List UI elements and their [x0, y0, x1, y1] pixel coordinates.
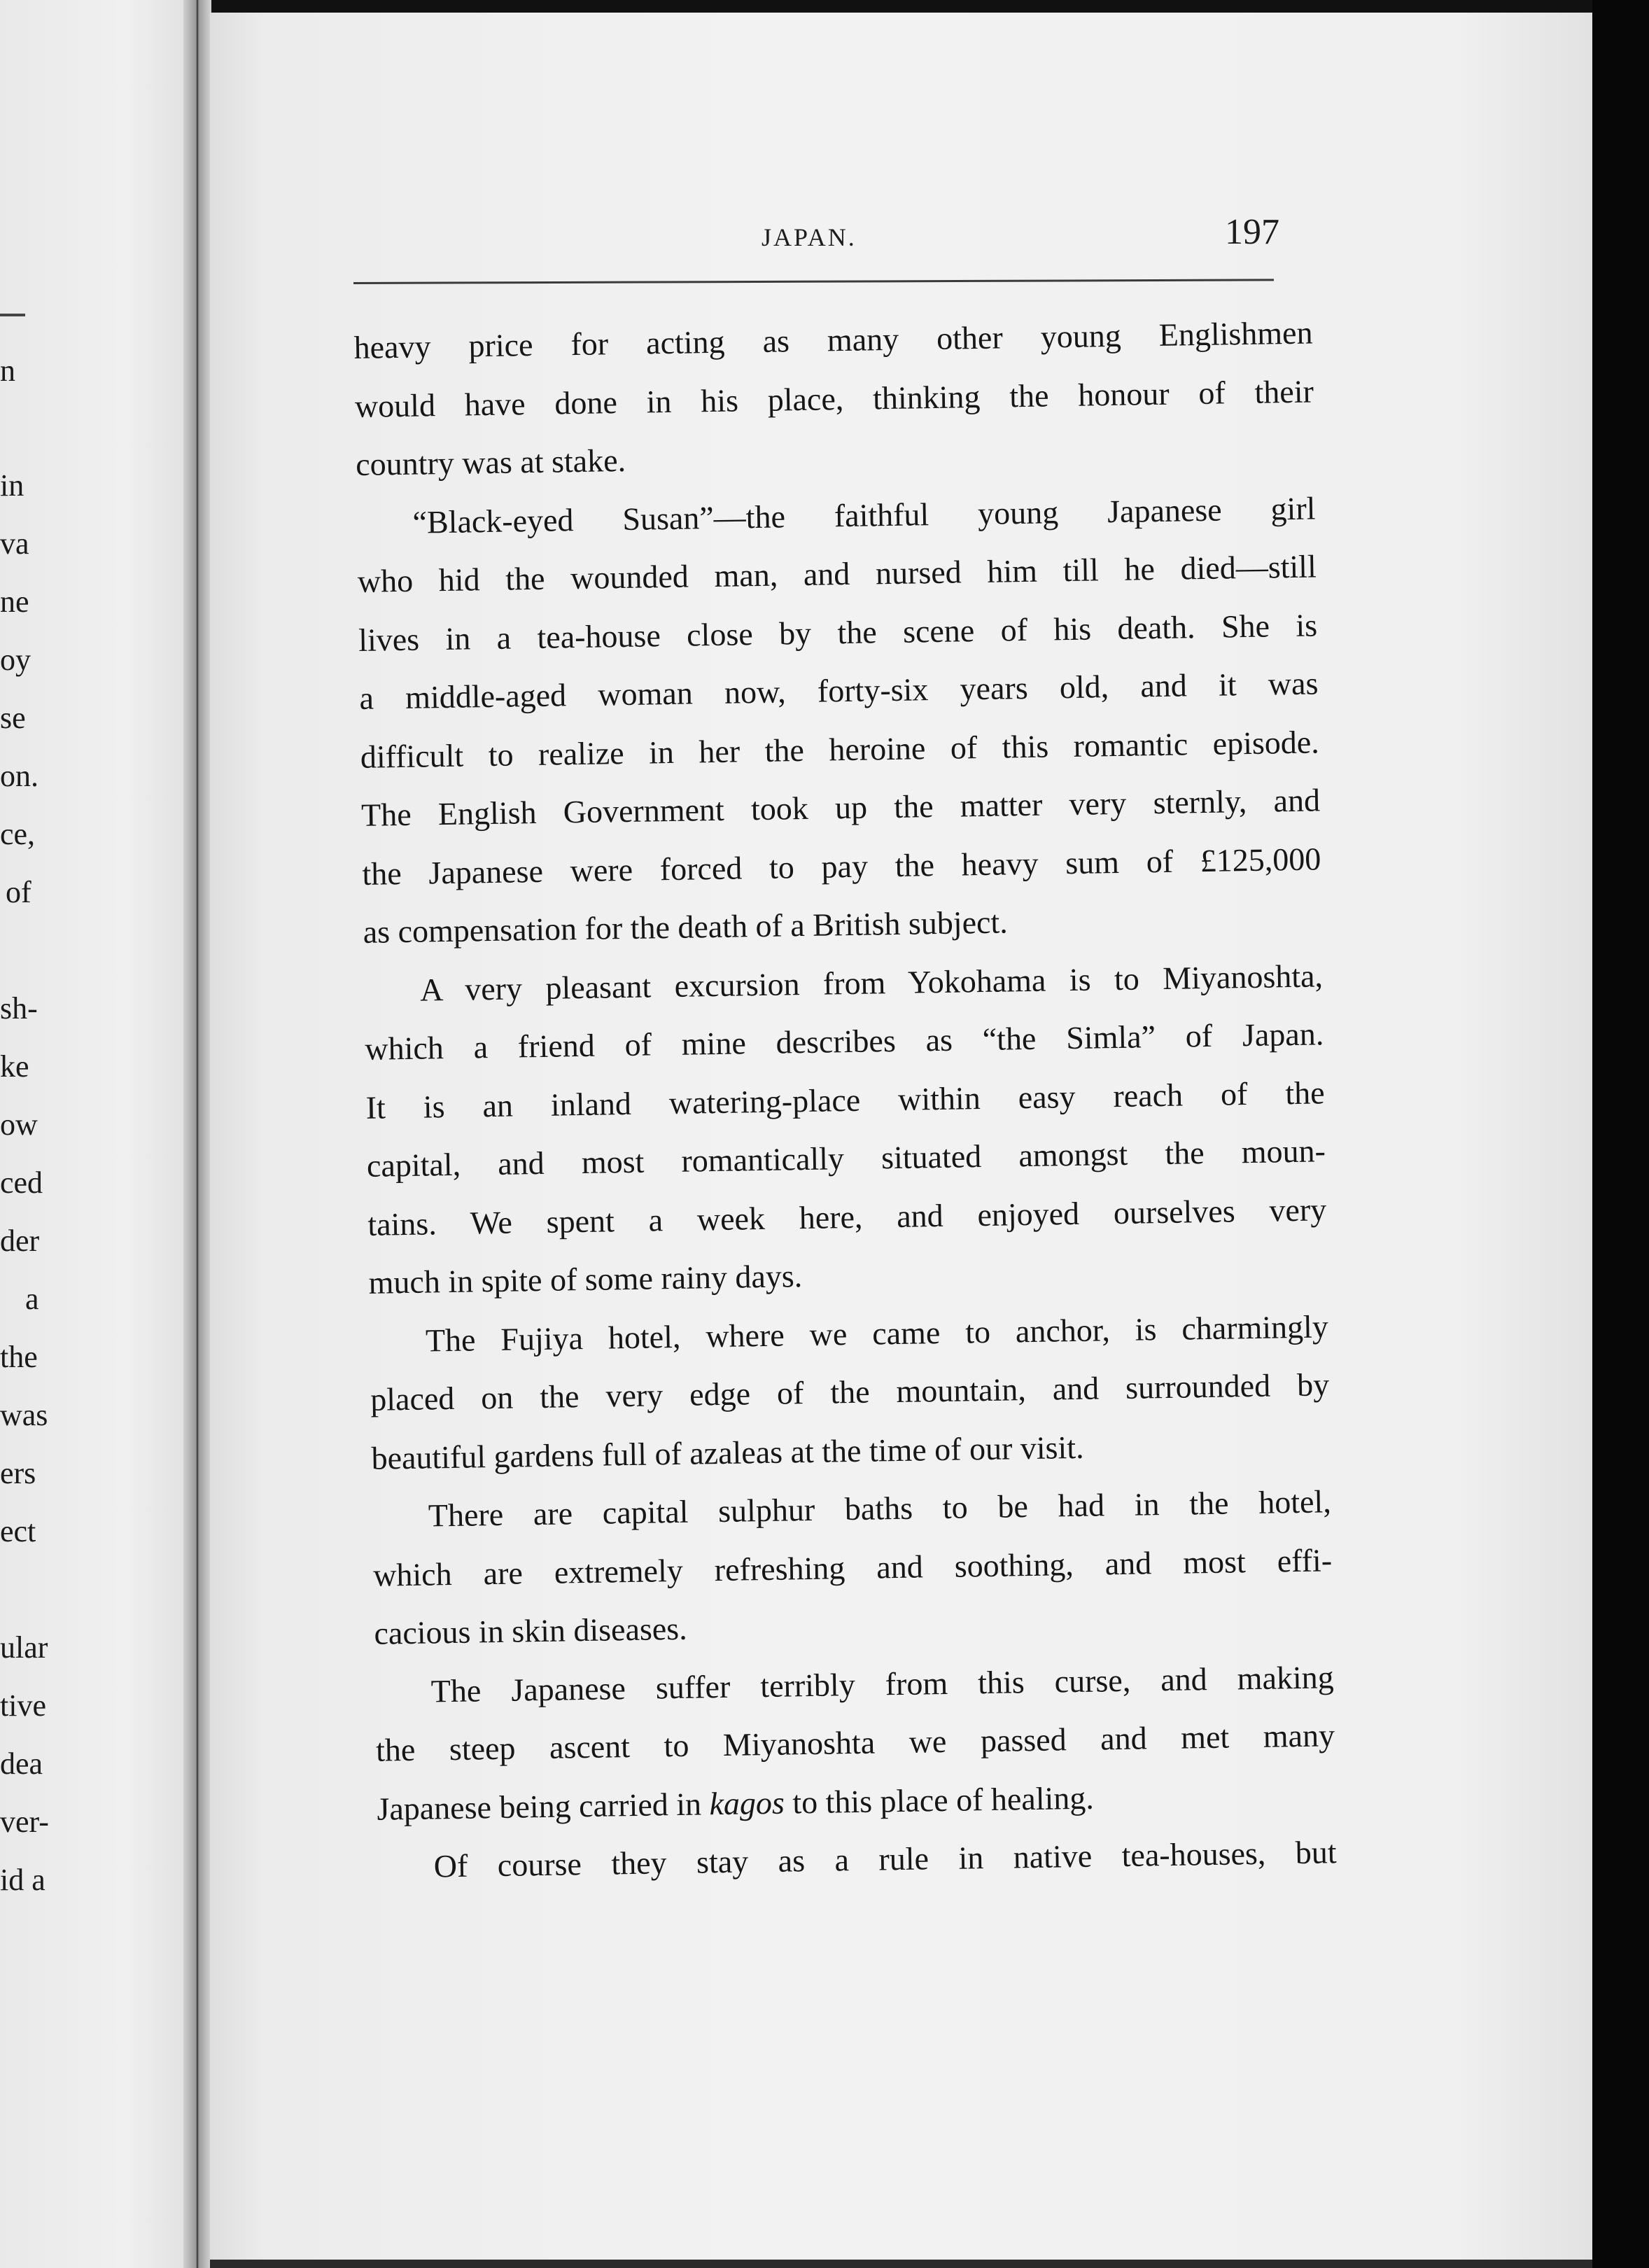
previous-page-line-ending: se [0, 701, 26, 735]
previous-page-line-ending: ow [0, 1107, 38, 1142]
previous-page-line-ending: ne [0, 584, 29, 619]
text-line: “Black-eyed Susan”—the faithful young Japanese girl [412, 489, 1316, 540]
text-line: heavy price for acting as many other young Englishmen [353, 314, 1313, 365]
text-line: difficult to realize in her the heroine of this romantic episode. [360, 723, 1320, 775]
book-gutter [183, 0, 211, 2268]
previous-page-line-ending: n [0, 354, 15, 388]
text-line: It is an inland watering-place within easy reach of the [365, 1074, 1325, 1126]
previous-page-line-ending: sh- [0, 991, 38, 1026]
text-line: beautiful gardens full of azaleas at the time of our visit. [371, 1429, 1084, 1476]
text-segment: Japanese being carried in [377, 1785, 702, 1827]
text-line: A very pleasant excursion from Yokohama is to Miyanoshta, [419, 957, 1324, 1008]
text-line: the steep ascent to Miyanoshta we passed and met many [375, 1717, 1335, 1768]
previous-page-line-ending: dea [0, 1746, 43, 1781]
previous-page-line-ending: was [0, 1398, 48, 1432]
previous-page-line-ending: the [0, 1340, 38, 1374]
text-line: which a friend of mine describes as “the Simla” of Japan. [364, 1016, 1324, 1067]
text-line: Of course they stay as a rule in native tea-houses, but [433, 1834, 1337, 1884]
text-line: There are capital sulphur baths to be had in the hotel, [428, 1483, 1332, 1534]
text-line: cacious in skin diseases. [374, 1610, 687, 1651]
text-line: capital, and most romantically situated amongst the moun- [366, 1133, 1326, 1184]
text-line: as compensation for the death of a British subject. [363, 904, 1009, 950]
previous-page-line-ending: oy [0, 643, 31, 677]
previous-page-line-ending: der [0, 1224, 40, 1258]
text-line: lives in a tea-house close by the scene of his death. She is [358, 606, 1318, 658]
previous-page-line-ending: ers [0, 1456, 36, 1490]
running-title: JAPAN. [762, 223, 857, 251]
text-segment: to this place of healing. [792, 1779, 1095, 1820]
page-number: 197 [1225, 212, 1279, 252]
previous-page-line-ending: ular [0, 1630, 48, 1665]
previous-page-line-ending: of [6, 875, 31, 909]
body-text [353, 303, 1337, 1896]
text-line: The Japanese suffer terribly from this curse, and making [430, 1658, 1335, 1709]
previous-page-line-ending: a [25, 1282, 39, 1316]
text-line: who hid the wounded man, and nursed him till he died—still [357, 548, 1317, 599]
previous-page-line-ending: tive [0, 1688, 46, 1723]
page-right-edge [1592, 0, 1649, 2268]
previous-page-line-ending: ced [0, 1166, 43, 1200]
text-line: a middle-aged woman now, forty-six years old, and it was [359, 665, 1319, 716]
previous-page-line-ending: on. [0, 759, 38, 793]
previous-page-line-ending: id a [0, 1863, 45, 1897]
page-bottom-edge [210, 2260, 1592, 2268]
previous-page-line-ending: ver- [0, 1805, 49, 1839]
previous-page-rule [0, 314, 25, 316]
text-line: the Japanese were forced to pay the heavy sum of £125,000 [362, 840, 1321, 892]
text-line: would have done in his place, thinking the honour of their [354, 372, 1314, 424]
text-line: which are extremely refreshing and soothing, and most effi- [372, 1541, 1333, 1593]
text-line: tains. We spent a week here, and enjoyed ourselves very [367, 1191, 1327, 1242]
previous-page-line-ending: ce, [0, 817, 36, 851]
previous-page-line-ending: ke [0, 1049, 29, 1084]
previous-page-fragment [0, 0, 210, 2268]
text-line: The English Government took up the matter very sternly, and [360, 782, 1321, 833]
italic-word: kagos [709, 1784, 785, 1821]
text-line: The Fujiya hotel, where we came to anchor, is charmingly [425, 1308, 1329, 1359]
previous-page-line-ending: ect [0, 1514, 36, 1548]
text-line: country was at stake. [355, 442, 626, 482]
text-line: much in spite of some rainy days. [368, 1258, 803, 1301]
text-line: placed on the very edge of the mountain, and surrounded by [370, 1366, 1330, 1418]
previous-page-line-ending: in [0, 468, 24, 503]
previous-page-line-ending: va [0, 526, 29, 561]
